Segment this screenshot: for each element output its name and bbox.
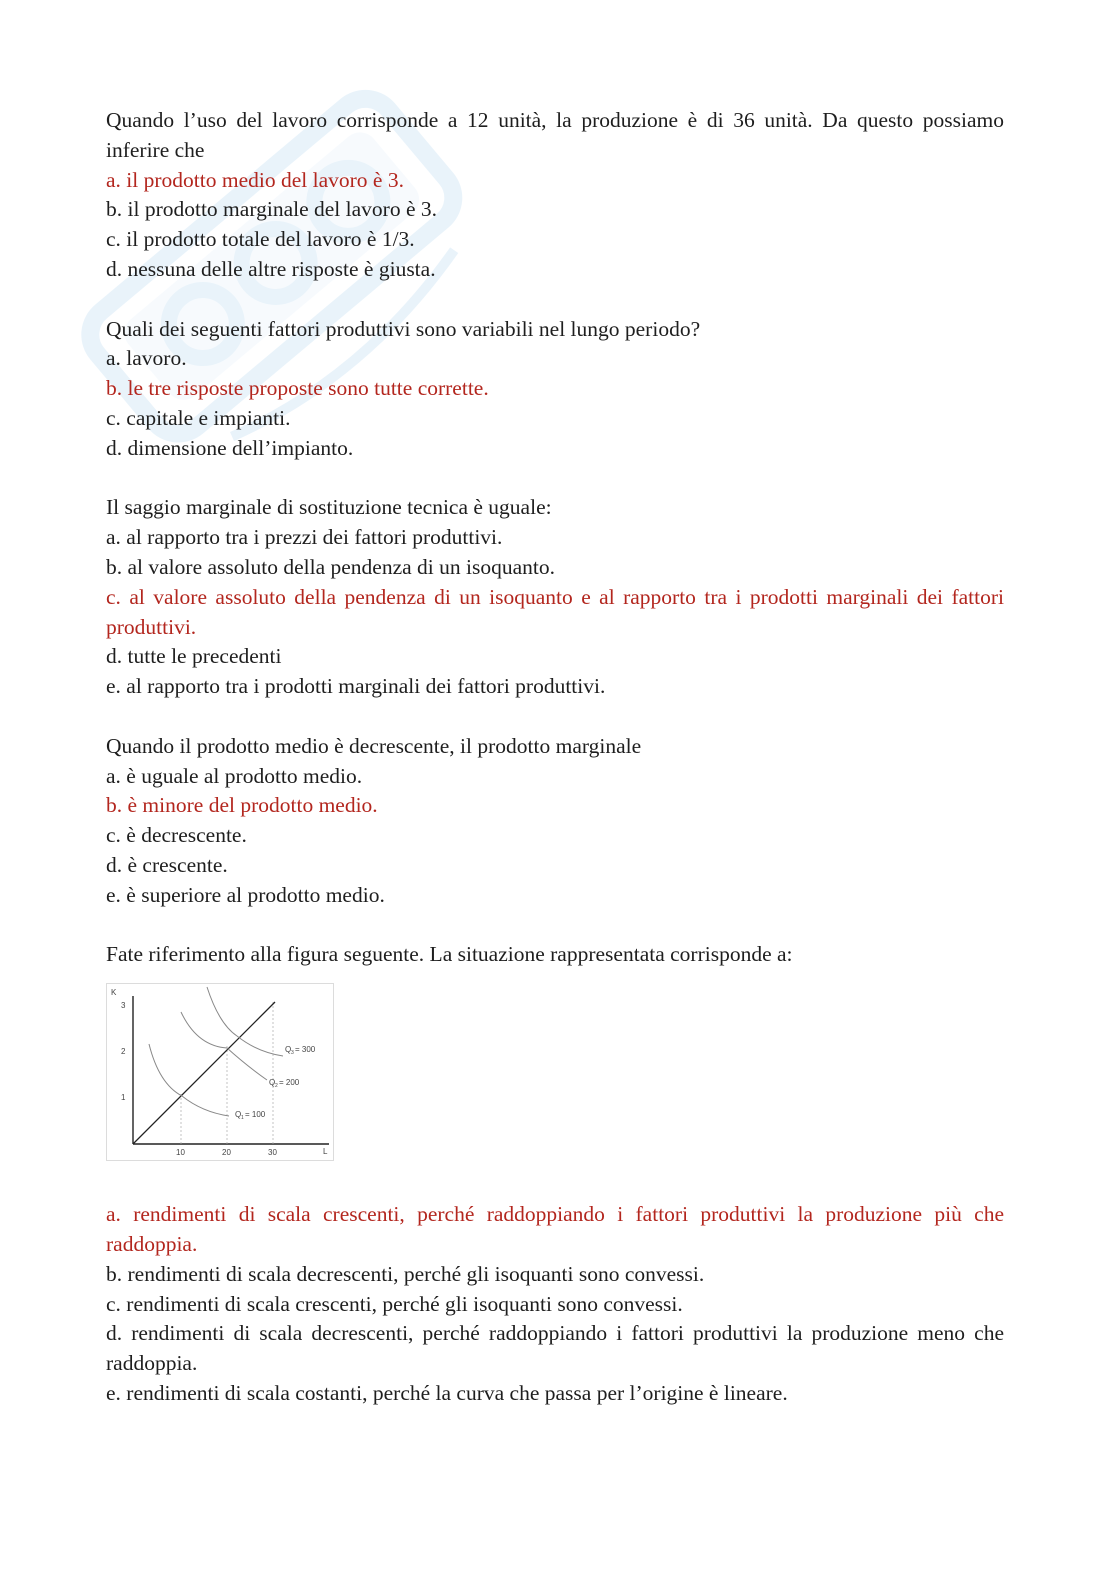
answer-option: a. rendimenti di scala crescenti, perché raddoppiando i fattori produttivi la produzione più che raddoppia.: [106, 1202, 1004, 1256]
isoquant-letter: Q: [285, 1045, 292, 1055]
question-text: Quando l’uso del lavoro corrisponde a 12 unità, la produzione è di 36 unità. Da questo possiamo inferire che: [106, 108, 1004, 162]
x-tick-label: 30: [268, 1148, 277, 1158]
question-5: [106, 940, 1004, 1408]
answer-option: a. lavoro.: [106, 346, 187, 371]
answer-option: a. il prodotto medio del lavoro è 3.: [106, 167, 404, 192]
answer-option: c. il prodotto totale del lavoro è 1/3.: [106, 227, 415, 252]
answer-option: d. rendimenti di scala decrescenti, perché raddoppiando i fattori produttivi la produzione meno che raddoppia.: [106, 1321, 1004, 1376]
question-text: Quali dei seguenti fattori produttivi sono variabili nel lungo periodo?: [106, 316, 701, 341]
document-body: [106, 106, 1004, 1409]
answer-option: b. il prodotto marginale del lavoro è 3.: [106, 197, 437, 222]
isoquant-value: = 300: [295, 1045, 316, 1055]
answer-option: d. tutte le precedenti: [106, 644, 282, 669]
question-text: Il saggio marginale di sostituzione tecnica è uguale:: [106, 495, 552, 520]
isoquant-value: = 100: [245, 1110, 266, 1120]
isoquant-label-q3: [285, 1045, 316, 1056]
y-tick-label: 1: [121, 1093, 126, 1103]
isoquant-letter: Q: [235, 1110, 242, 1120]
isoquant-q3: [207, 987, 283, 1056]
answer-option: b. le tre risposte proposte sono tutte corrette.: [106, 376, 489, 401]
answer-option: b. è minore del prodotto medio.: [106, 793, 378, 818]
answer-option: e. è superiore al prodotto medio.: [106, 882, 385, 907]
answer-option: c. rendimenti di scala crescenti, perché gli isoquanti sono convessi.: [106, 1291, 683, 1316]
answer-option: d. nessuna delle altre risposte è giusta.: [106, 256, 436, 281]
answer-option: e. al rapporto tra i prodotti marginali dei fattori produttivi.: [106, 674, 606, 699]
x-tick-label: 20: [222, 1148, 231, 1158]
isoquant-label-q2: [269, 1078, 300, 1089]
isoquant-subscript: 1: [241, 1115, 244, 1122]
question-2: [106, 315, 1004, 464]
answer-option: d. è crescente.: [106, 852, 228, 877]
isoquant-value: = 200: [279, 1078, 300, 1088]
isoquant-letter: Q: [269, 1078, 276, 1088]
answer-option: b. rendimenti di scala decrescenti, perché gli isoquanti sono convessi.: [106, 1261, 705, 1286]
question-text: Quando il prodotto medio è decrescente, il prodotto marginale: [106, 733, 642, 758]
question-3: [106, 493, 1004, 702]
isoquant-figure: [106, 983, 334, 1161]
y-axis-label: K: [111, 988, 117, 998]
answer-option: b. al valore assoluto della pendenza di un isoquanto.: [106, 554, 555, 579]
question-4: [106, 732, 1004, 911]
isoquant-q1: [149, 1044, 229, 1116]
isoquant-subscript: 2: [275, 1083, 278, 1090]
answer-option: d. dimensione dell’impianto.: [106, 435, 354, 460]
answer-option: c. è decrescente.: [106, 823, 247, 848]
question-1: [106, 106, 1004, 285]
x-tick-label: 10: [176, 1148, 185, 1158]
expansion-ray: [133, 1002, 275, 1144]
isoquant-label-q1: [235, 1110, 266, 1121]
x-axis-label: L: [323, 1147, 328, 1157]
y-tick-label: 2: [121, 1047, 126, 1057]
question-text: Fate riferimento alla figura seguente. La situazione rappresentata corrisponde a:: [106, 942, 793, 967]
answer-option: a. è uguale al prodotto medio.: [106, 763, 363, 788]
answer-option: a. al rapporto tra i prezzi dei fattori produttivi.: [106, 525, 503, 550]
answer-option: e. rendimenti di scala costanti, perché la curva che passa per l’origine è lineare.: [106, 1380, 788, 1405]
isoquant-subscript: 3: [291, 1050, 294, 1057]
answer-option: c. al valore assoluto della pendenza di un isoquanto e al rapporto tra i prodotti marginali dei fattori produttivi.: [106, 584, 1004, 639]
answer-option: c. capitale e impianti.: [106, 405, 291, 430]
y-tick-label: 3: [121, 1001, 126, 1011]
